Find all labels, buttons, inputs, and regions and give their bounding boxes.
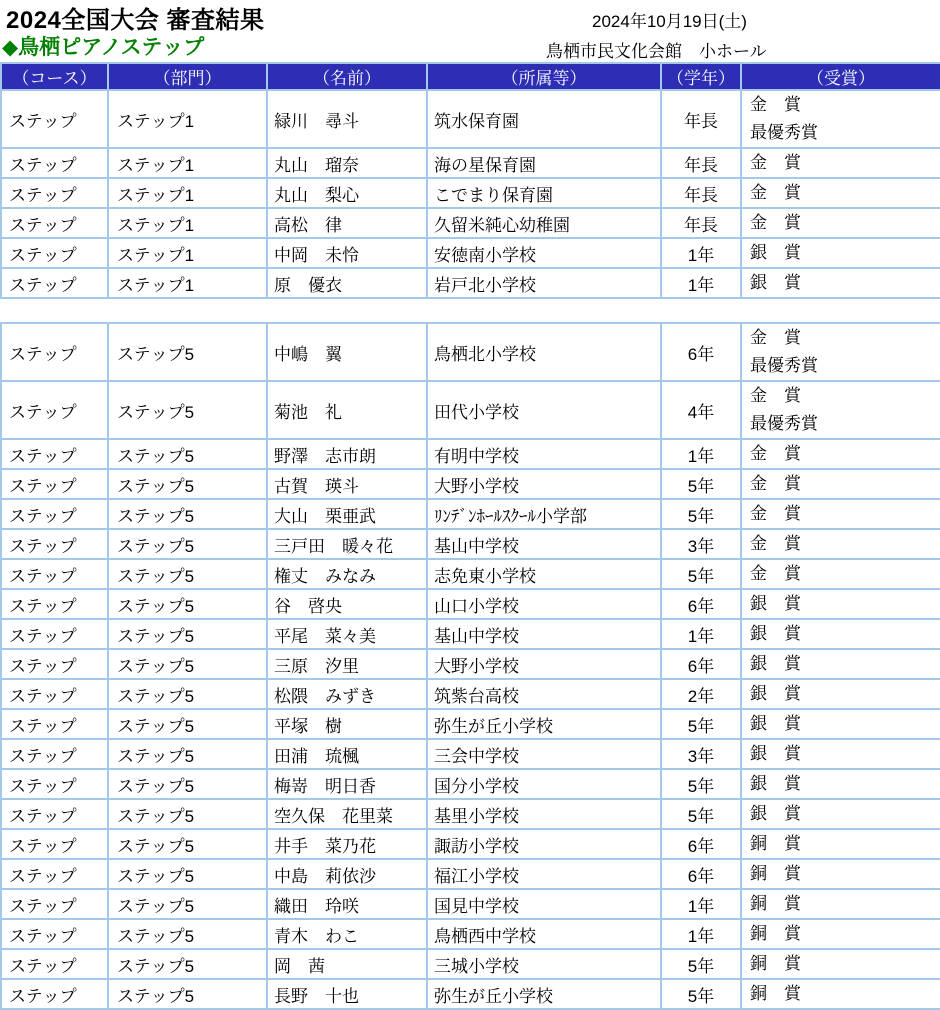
table-row <box>1 679 940 709</box>
course-cell: ステップ <box>1 529 108 559</box>
award-primary: 銀 賞 <box>750 714 801 733</box>
award-primary: 金 賞 <box>750 474 801 493</box>
affiliation-cell: 弥生が丘小学校 <box>427 979 661 1009</box>
award-cell <box>741 619 940 649</box>
section-heading <box>2 31 204 61</box>
course-cell: ステップ <box>1 679 108 709</box>
table-row <box>1 529 940 559</box>
column-header: （所属等） <box>427 63 661 90</box>
affiliation-cell: 大野小学校 <box>427 649 661 679</box>
course-cell: ステップ <box>1 589 108 619</box>
results-table-step5 <box>0 322 940 1010</box>
award-cell <box>741 739 940 769</box>
course-cell: ステップ <box>1 148 108 178</box>
award-primary: 金 賞 <box>750 328 801 347</box>
award-cell <box>741 469 940 499</box>
division-cell: ステップ5 <box>108 949 267 979</box>
page-title: 2024全国大会 審査結果 <box>6 7 265 34</box>
table-row <box>1 178 940 208</box>
table-row <box>1 799 940 829</box>
column-header: （受賞） <box>741 63 940 90</box>
division-cell: ステップ5 <box>108 619 267 649</box>
grade-cell: 1年 <box>661 268 741 298</box>
course-cell: ステップ <box>1 619 108 649</box>
award-cell <box>741 589 940 619</box>
division-cell: ステップ5 <box>108 829 267 859</box>
grade-cell: 6年 <box>661 859 741 889</box>
table-row <box>1 268 940 298</box>
award-primary: 金 賞 <box>750 504 801 523</box>
award-secondary: 最優秀賞 <box>750 123 818 142</box>
grade-cell: 6年 <box>661 589 741 619</box>
table-row <box>1 889 940 919</box>
grade-cell: 1年 <box>661 439 741 469</box>
event-date: 2024年10月19日(土) <box>592 12 747 31</box>
award-cell <box>741 679 940 709</box>
name-cell: 平尾 菜々美 <box>267 619 427 649</box>
affiliation-cell: ﾘﾝﾃﾞﾝﾎｰﾙｽｸｰﾙ小学部 <box>427 499 661 529</box>
table-row <box>1 709 940 739</box>
name-cell: 平塚 樹 <box>267 709 427 739</box>
name-cell: 高松 律 <box>267 208 427 238</box>
course-cell: ステップ <box>1 829 108 859</box>
course-cell: ステップ <box>1 859 108 889</box>
name-cell: 三戸田 暖々花 <box>267 529 427 559</box>
division-cell: ステップ5 <box>108 679 267 709</box>
affiliation-cell: 大野小学校 <box>427 469 661 499</box>
table-row <box>1 769 940 799</box>
grade-cell: 1年 <box>661 919 741 949</box>
name-cell: 井手 菜乃花 <box>267 829 427 859</box>
course-cell: ステップ <box>1 323 108 381</box>
grade-cell: 1年 <box>661 889 741 919</box>
award-cell <box>741 859 940 889</box>
name-cell: 中岡 未怜 <box>267 238 427 268</box>
course-cell: ステップ <box>1 439 108 469</box>
grade-cell: 6年 <box>661 323 741 381</box>
award-cell <box>741 238 940 268</box>
grade-cell: 年長 <box>661 178 741 208</box>
award-primary: 金 賞 <box>750 183 801 202</box>
grade-cell: 2年 <box>661 679 741 709</box>
course-cell: ステップ <box>1 268 108 298</box>
name-cell: 田浦 琉楓 <box>267 739 427 769</box>
award-cell <box>741 499 940 529</box>
section-title: 鳥栖ピアノステップ <box>18 36 205 59</box>
course-cell: ステップ <box>1 178 108 208</box>
affiliation-cell: 岩戸北小学校 <box>427 268 661 298</box>
award-cell <box>741 323 940 381</box>
table-row <box>1 859 940 889</box>
name-cell: 谷 啓央 <box>267 589 427 619</box>
course-cell: ステップ <box>1 709 108 739</box>
award-cell <box>741 178 940 208</box>
affiliation-cell: 筑水保育園 <box>427 90 661 148</box>
award-primary: 金 賞 <box>750 564 801 583</box>
division-cell: ステップ5 <box>108 979 267 1009</box>
award-cell <box>741 381 940 439</box>
award-primary: 銀 賞 <box>750 624 801 643</box>
award-cell <box>741 709 940 739</box>
award-primary: 銀 賞 <box>750 594 801 613</box>
name-cell: 織田 玲咲 <box>267 889 427 919</box>
division-cell: ステップ5 <box>108 559 267 589</box>
award-primary: 銅 賞 <box>750 924 801 943</box>
award-primary: 銀 賞 <box>750 804 801 823</box>
grade-cell: 5年 <box>661 769 741 799</box>
affiliation-cell: 三会中学校 <box>427 739 661 769</box>
division-cell: ステップ5 <box>108 649 267 679</box>
table-row <box>1 589 940 619</box>
name-cell: 梅嵜 明日香 <box>267 769 427 799</box>
affiliation-cell: 福江小学校 <box>427 859 661 889</box>
column-header: （名前） <box>267 63 427 90</box>
name-cell: 岡 茜 <box>267 949 427 979</box>
affiliation-cell: 鳥栖北小学校 <box>427 323 661 381</box>
award-cell <box>741 949 940 979</box>
award-primary: 銅 賞 <box>750 894 801 913</box>
division-cell: ステップ1 <box>108 238 267 268</box>
affiliation-cell: 田代小学校 <box>427 381 661 439</box>
grade-cell: 5年 <box>661 799 741 829</box>
course-cell: ステップ <box>1 949 108 979</box>
division-cell: ステップ1 <box>108 178 267 208</box>
name-cell: 古賀 瑛斗 <box>267 469 427 499</box>
course-cell: ステップ <box>1 799 108 829</box>
award-primary: 金 賞 <box>750 386 801 405</box>
venue: 鳥栖市民文化会館 小ホール <box>546 42 767 61</box>
course-cell: ステップ <box>1 559 108 589</box>
affiliation-cell: 基里小学校 <box>427 799 661 829</box>
grade-cell: 5年 <box>661 709 741 739</box>
table-row <box>1 649 940 679</box>
division-cell: ステップ5 <box>108 799 267 829</box>
division-cell: ステップ5 <box>108 529 267 559</box>
award-primary: 銀 賞 <box>750 774 801 793</box>
table-row <box>1 919 940 949</box>
award-cell <box>741 268 940 298</box>
award-cell <box>741 529 940 559</box>
affiliation-cell: 山口小学校 <box>427 589 661 619</box>
award-cell <box>741 979 940 1009</box>
award-primary: 銅 賞 <box>750 834 801 853</box>
table-row <box>1 979 940 1009</box>
award-primary: 銀 賞 <box>750 273 801 292</box>
results-table-step1 <box>0 62 940 299</box>
division-cell: ステップ5 <box>108 381 267 439</box>
affiliation-cell: 海の星保育園 <box>427 148 661 178</box>
grade-cell: 5年 <box>661 559 741 589</box>
table-row <box>1 619 940 649</box>
award-primary: 金 賞 <box>750 95 801 114</box>
grade-cell: 年長 <box>661 148 741 178</box>
grade-cell: 3年 <box>661 529 741 559</box>
name-cell: 菊池 礼 <box>267 381 427 439</box>
grade-cell: 1年 <box>661 619 741 649</box>
course-cell: ステップ <box>1 889 108 919</box>
award-primary: 銀 賞 <box>750 744 801 763</box>
division-cell: ステップ5 <box>108 889 267 919</box>
course-cell: ステップ <box>1 499 108 529</box>
division-cell: ステップ5 <box>108 709 267 739</box>
award-cell <box>741 208 940 238</box>
division-cell: ステップ5 <box>108 739 267 769</box>
grade-cell: 4年 <box>661 381 741 439</box>
division-cell: ステップ5 <box>108 769 267 799</box>
award-cell <box>741 919 940 949</box>
diamond-icon: ◆ <box>2 36 19 59</box>
column-header: （学年） <box>661 63 741 90</box>
name-cell: 原 優衣 <box>267 268 427 298</box>
course-cell: ステップ <box>1 649 108 679</box>
course-cell: ステップ <box>1 90 108 148</box>
name-cell: 権丈 みなみ <box>267 559 427 589</box>
affiliation-cell: 基山中学校 <box>427 619 661 649</box>
course-cell: ステップ <box>1 238 108 268</box>
table-row <box>1 323 940 381</box>
award-primary: 金 賞 <box>750 444 801 463</box>
document-header <box>0 0 940 62</box>
award-cell <box>741 559 940 589</box>
grade-cell: 6年 <box>661 649 741 679</box>
grade-cell: 5年 <box>661 469 741 499</box>
table-row <box>1 469 940 499</box>
award-primary: 銀 賞 <box>750 684 801 703</box>
affiliation-cell: 基山中学校 <box>427 529 661 559</box>
award-primary: 銅 賞 <box>750 864 801 883</box>
course-cell: ステップ <box>1 208 108 238</box>
course-cell: ステップ <box>1 469 108 499</box>
division-cell: ステップ5 <box>108 859 267 889</box>
table-row <box>1 381 940 439</box>
division-cell: ステップ5 <box>108 469 267 499</box>
grade-cell: 3年 <box>661 739 741 769</box>
award-primary: 金 賞 <box>750 153 801 172</box>
award-cell <box>741 148 940 178</box>
name-cell: 大山 栗亜武 <box>267 499 427 529</box>
grade-cell: 年長 <box>661 208 741 238</box>
table-row <box>1 829 940 859</box>
name-cell: 青木 わこ <box>267 919 427 949</box>
name-cell: 丸山 梨心 <box>267 178 427 208</box>
table-gap <box>0 299 940 322</box>
affiliation-cell: 弥生が丘小学校 <box>427 709 661 739</box>
affiliation-cell: こでまり保育園 <box>427 178 661 208</box>
name-cell: 中嶋 翼 <box>267 323 427 381</box>
affiliation-cell: 鳥栖西中学校 <box>427 919 661 949</box>
table-row <box>1 148 940 178</box>
table-row <box>1 499 940 529</box>
award-cell <box>741 889 940 919</box>
division-cell: ステップ5 <box>108 919 267 949</box>
affiliation-cell: 筑紫台高校 <box>427 679 661 709</box>
affiliation-cell: 諏訪小学校 <box>427 829 661 859</box>
name-cell: 三原 汐里 <box>267 649 427 679</box>
award-secondary: 最優秀賞 <box>750 414 818 433</box>
affiliation-cell: 国見中学校 <box>427 889 661 919</box>
name-cell: 野澤 志市朗 <box>267 439 427 469</box>
award-cell <box>741 829 940 859</box>
award-primary: 金 賞 <box>750 213 801 232</box>
name-cell: 長野 十也 <box>267 979 427 1009</box>
award-primary: 銀 賞 <box>750 243 801 262</box>
course-cell: ステップ <box>1 739 108 769</box>
division-cell: ステップ5 <box>108 323 267 381</box>
grade-cell: 1年 <box>661 238 741 268</box>
table-row <box>1 559 940 589</box>
table-row <box>1 739 940 769</box>
award-primary: 銅 賞 <box>750 954 801 973</box>
affiliation-cell: 志免東小学校 <box>427 559 661 589</box>
award-secondary: 最優秀賞 <box>750 356 818 375</box>
table-row <box>1 238 940 268</box>
award-cell <box>741 769 940 799</box>
award-primary: 金 賞 <box>750 534 801 553</box>
grade-cell: 5年 <box>661 499 741 529</box>
affiliation-cell: 三城小学校 <box>427 949 661 979</box>
affiliation-cell: 有明中学校 <box>427 439 661 469</box>
course-cell: ステップ <box>1 979 108 1009</box>
affiliation-cell: 久留米純心幼稚園 <box>427 208 661 238</box>
course-cell: ステップ <box>1 919 108 949</box>
division-cell: ステップ1 <box>108 268 267 298</box>
affiliation-cell: 安徳南小学校 <box>427 238 661 268</box>
grade-cell: 年長 <box>661 90 741 148</box>
column-header: （コース） <box>1 63 108 90</box>
grade-cell: 5年 <box>661 949 741 979</box>
column-header: （部門） <box>108 63 267 90</box>
table-row <box>1 208 940 238</box>
award-cell <box>741 649 940 679</box>
table-row <box>1 949 940 979</box>
name-cell: 緑川 尋斗 <box>267 90 427 148</box>
table-header-row <box>1 63 940 90</box>
grade-cell: 6年 <box>661 829 741 859</box>
division-cell: ステップ1 <box>108 208 267 238</box>
division-cell: ステップ5 <box>108 589 267 619</box>
award-cell <box>741 439 940 469</box>
name-cell: 空久保 花里菜 <box>267 799 427 829</box>
table-row <box>1 90 940 148</box>
award-primary: 銅 賞 <box>750 984 801 1003</box>
course-cell: ステップ <box>1 381 108 439</box>
division-cell: ステップ1 <box>108 90 267 148</box>
grade-cell: 5年 <box>661 979 741 1009</box>
affiliation-cell: 国分小学校 <box>427 769 661 799</box>
table-row <box>1 439 940 469</box>
award-primary: 銀 賞 <box>750 654 801 673</box>
division-cell: ステップ5 <box>108 439 267 469</box>
award-cell <box>741 799 940 829</box>
division-cell: ステップ5 <box>108 499 267 529</box>
course-cell: ステップ <box>1 769 108 799</box>
award-cell <box>741 90 940 148</box>
name-cell: 松隈 みずき <box>267 679 427 709</box>
name-cell: 中島 莉依沙 <box>267 859 427 889</box>
division-cell: ステップ1 <box>108 148 267 178</box>
name-cell: 丸山 瑠奈 <box>267 148 427 178</box>
